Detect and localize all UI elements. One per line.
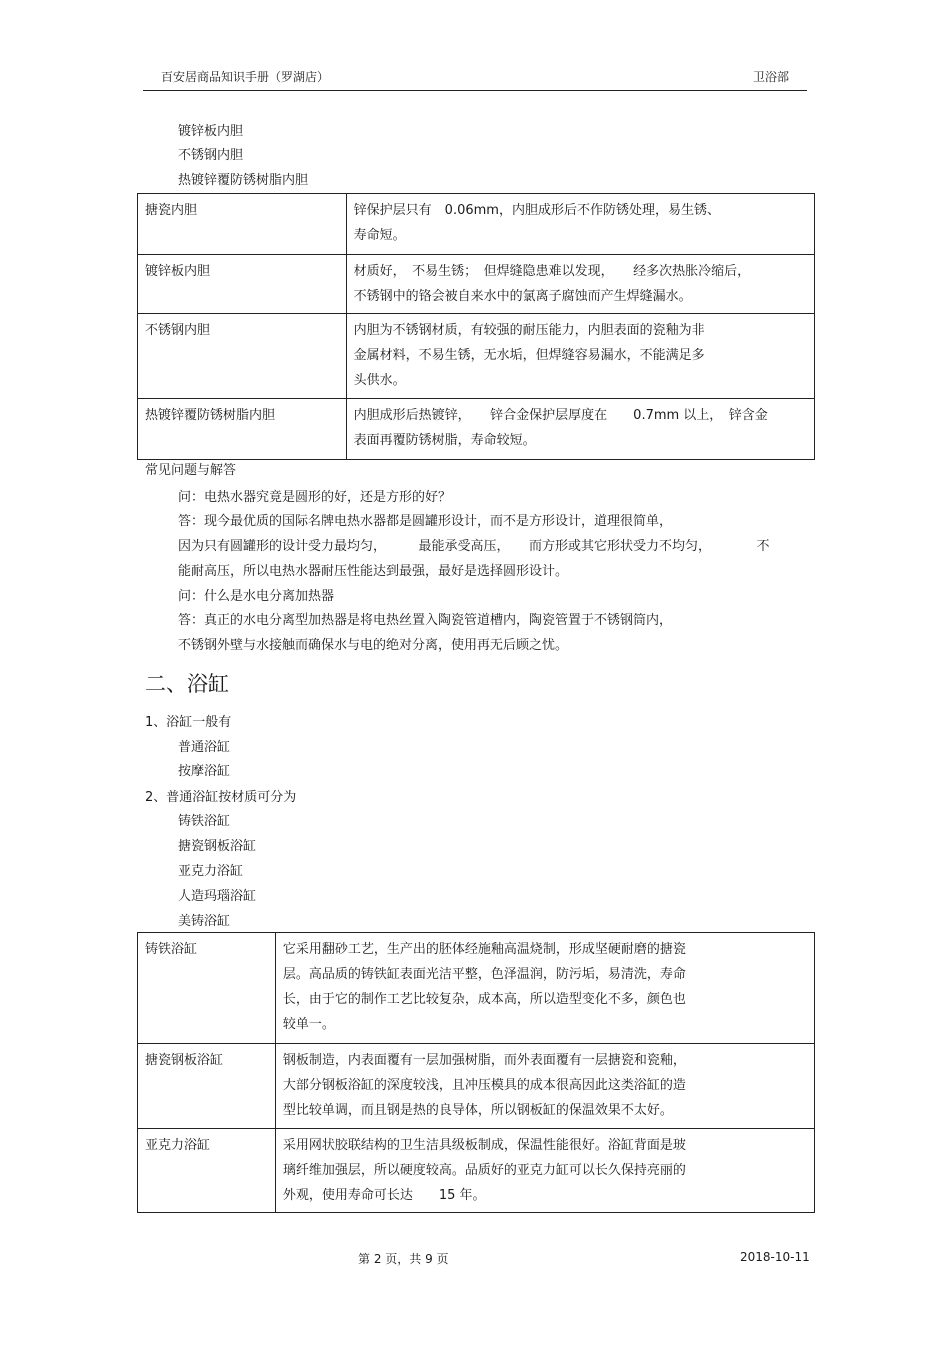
faq-title: 常见问题与解答 [145,463,237,478]
list-item: 热镀锌覆防锈树脂内胆 [178,173,309,188]
list-title: 2、普通浴缸按材质可分为 [145,790,297,805]
desc-line: 外观，使用寿命可长达 15 年。 [282,1188,486,1203]
table-cell-name: 镀锌板内胆 [138,255,347,314]
table-row [138,1044,815,1129]
table-row [138,933,815,1044]
desc-line: 内胆为不锈钢材质，有较强的耐压能力，内胆表面的瓷釉为非 [353,323,705,338]
bathtub-table [137,932,815,1213]
table-row [138,194,815,255]
section-heading: 二、浴缸 [145,672,229,696]
list-item: 镀锌板内胆 [178,124,244,139]
table-row [138,399,815,460]
table-row [138,1129,815,1213]
table-cell-name: 不锈钢内胆 [138,314,347,399]
desc-line: 层。高品质的铸铁缸表面光洁平整，色泽温润，防污垢，易清洗，寿命 [282,967,686,982]
table-cell-name: 铸铁浴缸 [138,933,276,1044]
faq-answer-line: 能耐高压，所以电热水器耐压性能达到最强，最好是选择圆形设计。 [178,564,569,579]
page-number: 第 2 页，共 9 页 [358,1252,449,1266]
liner-table [137,193,815,460]
list-item: 搪瓷钢板浴缸 [178,839,257,854]
table-cell-desc [275,1129,814,1213]
desc-line: 大部分钢板浴缸的深度较浅，且冲压模具的成本很高因此这类浴缸的造 [282,1078,686,1093]
table-row [138,314,815,399]
table-cell-desc [346,399,814,460]
list-item: 亚克力浴缸 [178,864,244,879]
list-item: 按摩浴缸 [178,764,231,779]
desc-line: 内胆成形后热镀锌， 锌合金保护层厚度在 0.7mm 以上， 锌含金 [353,408,768,423]
table-row [138,255,815,314]
desc-line: 它采用翻砂工艺，生产出的胚体经施釉高温烧制，形成坚硬耐磨的搪瓷 [282,942,686,957]
manual-title: 百安居商品知识手册（罗湖店） [161,70,330,84]
table-cell-name: 搪瓷内胆 [138,194,347,255]
desc-line: 金属材料，不易生锈，无水垢，但焊缝容易漏水，不能满足多 [353,348,705,363]
list-title: 1、浴缸一般有 [145,715,232,730]
table-cell-desc [346,194,814,255]
list-item: 铸铁浴缸 [178,814,231,829]
table-cell-desc [275,933,814,1044]
table-cell-desc [346,314,814,399]
footer-date: 2018-10-11 [740,1250,810,1264]
faq-answer-line: 不锈钢外壁与水接触而确保水与电的绝对分离，使用再无后顾之忧。 [178,638,569,653]
faq-answer-line: 答：现今最优质的国际名牌电热水器都是圆罐形设计，而不是方形设计，道理很简单， [178,514,673,529]
table-cell-desc [346,255,814,314]
faq-answer-line: 因为只有圆罐形的设计受力最均匀， 最能承受高压， 而方形或其它形状受力不均匀， 不 [178,539,770,554]
desc-line: 钢板制造，内表面覆有一层加强树脂，而外表面覆有一层搪瓷和瓷釉， [282,1053,686,1068]
faq-question: 问：电热水器究竟是圆形的好，还是方形的好？ [178,490,452,505]
desc-line: 采用网状胶联结构的卫生洁具级板制成，保温性能很好。浴缸背面是玻 [282,1138,686,1153]
list-item: 普通浴缸 [178,740,231,755]
list-item: 不锈钢内胆 [178,148,244,163]
list-item: 人造玛瑙浴缸 [178,889,257,904]
faq-answer-line: 答：真正的水电分离型加热器是将电热丝置入陶瓷管道槽内，陶瓷管置于不锈钢筒内， [178,613,673,628]
desc-line: 型比较单调，而且钢是热的良导体，所以钢板缸的保温效果不太好。 [282,1103,673,1118]
table-cell-name: 热镀锌覆防锈树脂内胆 [138,399,347,460]
table-cell-desc [275,1044,814,1129]
page-header [143,68,807,91]
desc-line: 较单一。 [282,1017,335,1032]
desc-line: 锌保护层只有 0.06mm，内胆成形后不作防锈处理，易生锈、 [353,203,720,218]
desc-line: 表面再覆防锈树脂，寿命较短。 [353,433,536,448]
faq-question: 问：什么是水电分离加热器 [178,589,335,604]
desc-line: 不锈钢中的铬会被自来水中的氯离子腐蚀而产生焊缝漏水。 [353,289,692,304]
desc-line: 头供水。 [353,373,406,388]
desc-line: 长，由于它的制作工艺比较复杂，成本高，所以造型变化不多，颜色也 [282,992,686,1007]
table-cell-name: 亚克力浴缸 [138,1129,276,1213]
desc-line: 璃纤维加强层，所以硬度较高。品质好的亚克力缸可以长久保持亮丽的 [282,1163,686,1178]
list-item: 美铸浴缸 [178,914,231,929]
desc-line: 寿命短。 [353,228,406,243]
desc-line: 材质好， 不易生锈； 但焊缝隐患难以发现， 经多次热胀冷缩后， [353,264,751,279]
department-label: 卫浴部 [752,70,789,84]
table-cell-name: 搪瓷钢板浴缸 [138,1044,276,1129]
